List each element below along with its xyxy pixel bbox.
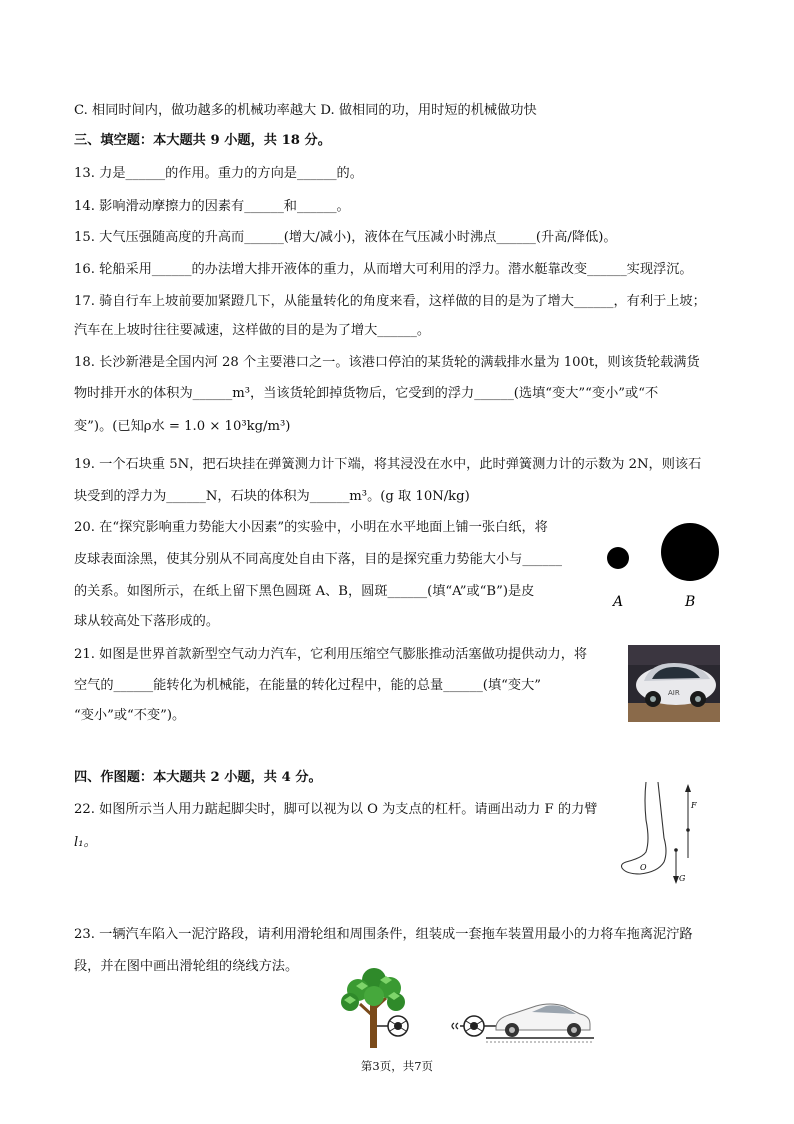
q17-line1: 17. 骑自行车上坡前要加紧蹬几下，从能量转化的角度来看，这样做的目的是为了增大______，有利于上坡； (74, 294, 706, 309)
fixed-pulley (377, 1016, 408, 1036)
q22-line1: 22. 如图所示当人用力踮起脚尖时，脚可以视为以 O 为支点的杠杆。请画出动力 F 的力臂 (74, 802, 598, 817)
spot-b-label: B (685, 594, 696, 610)
spot-a-label: A (613, 594, 624, 610)
q17-line2: 汽车在上坡时往往要减速，这样做的目的是为了增大______。 (74, 323, 431, 338)
spots-figure (598, 520, 728, 616)
q20-line4: 球从较高处下落形成的。 (74, 614, 220, 629)
pulley-car-figure (336, 966, 596, 1050)
spot-a (607, 547, 629, 569)
option-c-d: C. 相同时间内，做功越多的机械功率越大 D. 做相同的功，用时短的机械做功快 (74, 103, 537, 118)
moving-pulley (452, 1016, 498, 1036)
q23-line1: 23. 一辆汽车陷入一泥泞路段，请利用滑轮组和周围条件，组装成一套拖车装置用最小的力将车拖离泥泞路 (74, 927, 693, 942)
q20-line2: 皮球表面涂黑，使其分别从不同高度处自由下落，目的是探究重力势能大小与______ (74, 552, 562, 567)
page-footer: 第3页，共7页 (360, 1059, 434, 1073)
q21-line3: “变小”或“不变”)。 (74, 708, 186, 723)
foot-lever-figure (618, 780, 698, 888)
car-badge: AIR (668, 689, 680, 697)
q21-line2: 空气的______能转化为机械能，在能量的转化过程中，能的总量______(填“变大” (74, 678, 542, 693)
q19-line1: 19. 一个石块重 5N，把石块挂在弹簧测力计下端，将其浸没在水中，此时弹簧测力计的示数为 2N，则该石 (74, 457, 702, 472)
q13: 13. 力是______的作用。重力的方向是______的。 (74, 166, 363, 181)
q18-line1: 18. 长沙新港是全国内河 28 个主要港口之一。该港口停泊的某货轮的满载排水量为 100t，则该货轮载满货 (74, 355, 700, 370)
air-car-photo (628, 645, 720, 722)
q20-line3: 的关系。如图所示，在纸上留下黑色圆斑 A、B，圆斑______(填“A”或“B”)是皮 (74, 584, 535, 599)
q14: 14. 影响滑动摩擦力的因素有______和______。 (74, 199, 350, 214)
force-arrow (685, 784, 691, 792)
q23-line2: 段，并在图中画出滑轮组的绕线方法。 (74, 959, 299, 974)
q16: 16. 轮船采用______的办法增大排开液体的重力，从而增大可利用的浮力。潜水艇靠改变______实现浮沉。 (74, 262, 693, 277)
car (486, 1004, 594, 1042)
q20-line1: 20. 在“探究影响重力势能大小因素”的实验中，小明在水平地面上铺一张白纸，将 (74, 520, 548, 535)
q22-line2: l₁。 (74, 835, 97, 850)
section-4-heading: 四、作图题：本大题共 2 小题，共 4 分。 (74, 770, 322, 785)
q18-line3: 变”)。(已知ρ水 = 1.0 × 10³kg/m³) (74, 419, 291, 434)
q15: 15. 大气压强随高度的升高而______(增大/减小)，液体在气压减小时沸点______(升高/降低)。 (74, 230, 617, 245)
section-3-heading: 三、填空题：本大题共 9 小题，共 18 分。 (74, 133, 331, 148)
gravity-label: G (679, 874, 686, 883)
spot-b (661, 523, 719, 581)
q18-line2: 物时排开水的体积为______m³，当该货轮卸掉货物后，它受到的浮力______(选填“变大”“变小”或“不 (74, 386, 659, 401)
force-label: F (691, 801, 697, 810)
pivot-label: O (640, 863, 647, 872)
q21-line1: 21. 如图是世界首款新型空气动力汽车，它利用压缩空气膨胀推动活塞做功提供动力，将 (74, 647, 588, 662)
q19-line2: 块受到的浮力为______N，石块的体积为______m³。(g 取 10N/kg) (74, 489, 470, 504)
